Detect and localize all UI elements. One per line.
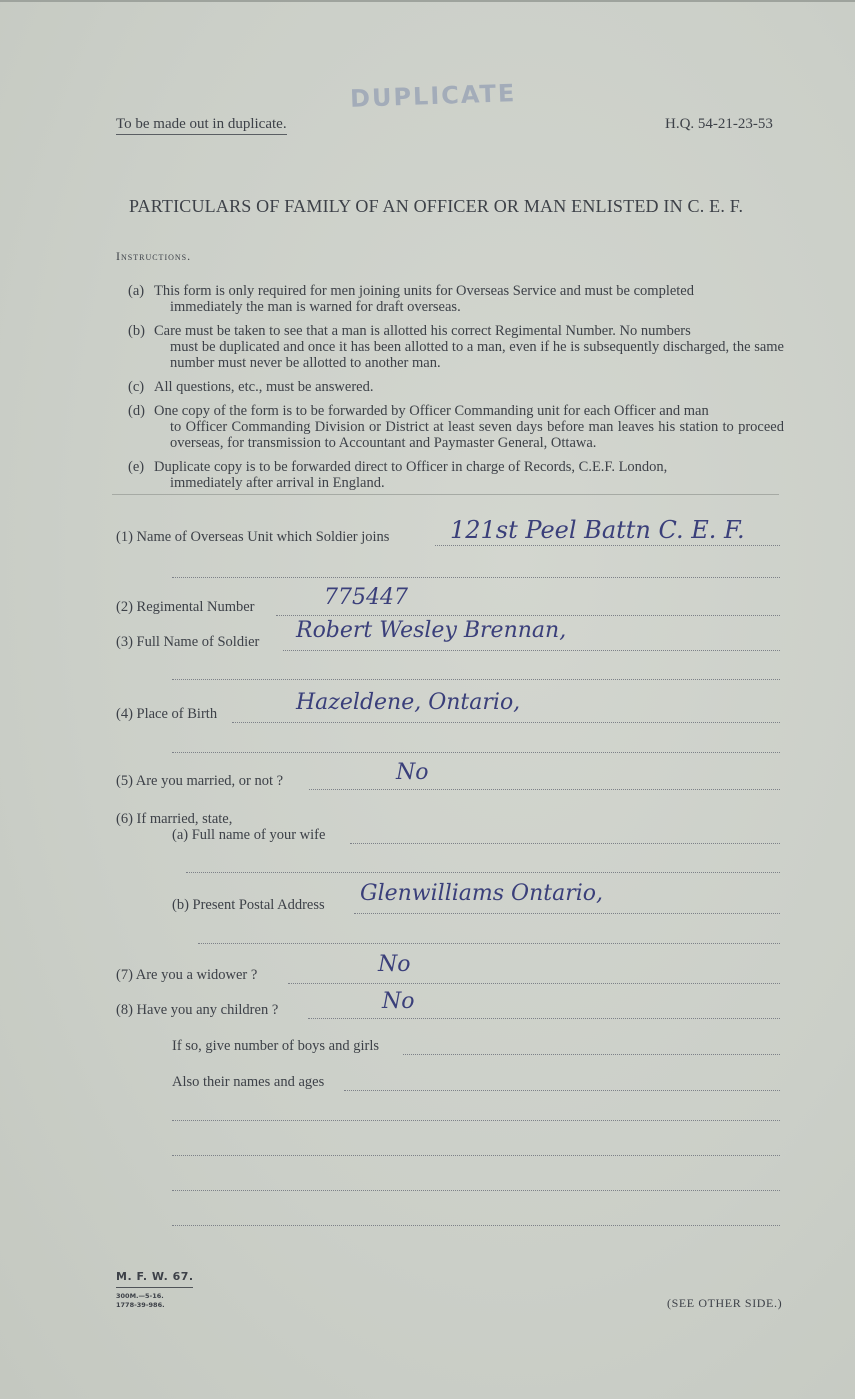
- widower-value[interactable]: No: [378, 952, 411, 977]
- full-name-label: (3) Full Name of Soldier: [116, 634, 260, 650]
- children-value[interactable]: No: [382, 989, 415, 1014]
- wife-dotted-line-2: [186, 872, 780, 873]
- names-ages-dotted-line-5[interactable]: [172, 1225, 780, 1226]
- instruction-item: [128, 403, 784, 451]
- boys-girls-dotted-line[interactable]: [403, 1054, 780, 1055]
- full-name-dotted-line-2: [172, 679, 780, 680]
- instruction-text: This form is only required for men joining units for Overseas Service and must be completed: [154, 283, 694, 299]
- instruction-letter: (d): [128, 403, 145, 419]
- widower-label: (7) Are you a widower ?: [116, 967, 258, 983]
- regimental-number-value[interactable]: 775447: [324, 585, 408, 610]
- form-number-rule: [116, 1287, 193, 1288]
- print-code-2: 1778-39-986.: [116, 1301, 165, 1309]
- regimental-dotted-line: [276, 615, 780, 616]
- names-ages-dotted-line[interactable]: [344, 1090, 780, 1091]
- names-ages-label: Also their names and ages: [172, 1074, 325, 1090]
- made-out-note: To be made out in duplicate.: [116, 116, 287, 135]
- instruction-text-cont: to Officer Commanding Division or District at least seven days before man leaves his station to proceed overseas, for transmission to Accountant and Paymaster General, Ottawa.: [170, 419, 784, 451]
- print-code-1: 300M.—5-16.: [116, 1292, 164, 1300]
- form-title: PARTICULARS OF FAMILY OF AN OFFICER OR MAN ENLISTED IN C. E. F.: [129, 196, 744, 216]
- instruction-text: Care must be taken to see that a man is allotted his correct Regimental Number. No numbers: [154, 323, 691, 339]
- instruction-letter: (a): [128, 283, 145, 299]
- widower-dotted-line: [288, 983, 780, 984]
- instruction-text: Duplicate copy is to be forwarded direct to Officer in charge of Records, C.E.F. London,: [154, 459, 668, 475]
- address-dotted-line: [354, 913, 780, 914]
- see-other-side: (SEE OTHER SIDE.): [667, 1296, 783, 1310]
- full-name-dotted-line: [283, 650, 780, 651]
- instruction-letter: (c): [128, 379, 145, 395]
- unit-value[interactable]: 121st Peel Battn C. E. F.: [450, 516, 745, 544]
- names-ages-dotted-line-2[interactable]: [172, 1120, 780, 1121]
- postal-address-label: (b) Present Postal Address: [172, 897, 325, 913]
- place-of-birth-label: (4) Place of Birth: [116, 706, 218, 722]
- instructions-list: [128, 283, 784, 499]
- unit-dotted-line-2: [172, 577, 780, 578]
- section-divider: [112, 494, 779, 495]
- boys-girls-label: If so, give number of boys and girls: [172, 1038, 379, 1054]
- married-label: (5) Are you married, or not ?: [116, 773, 284, 789]
- instruction-item: [128, 459, 784, 491]
- instructions-heading: Instructions.: [116, 249, 192, 263]
- duplicate-stamp: DUPLICATE: [349, 79, 517, 113]
- instruction-text-cont: immediately the man is warned for draft overseas.: [170, 299, 461, 315]
- full-name-value[interactable]: Robert Wesley Brennan,: [296, 618, 567, 643]
- postal-address-value[interactable]: Glenwilliams Ontario,: [360, 881, 603, 906]
- instruction-letter: (e): [128, 459, 145, 475]
- instruction-item: [128, 323, 784, 371]
- names-ages-dotted-line-3[interactable]: [172, 1155, 780, 1156]
- hq-number: H.Q. 54-21-23-53: [665, 116, 773, 132]
- instruction-item: [128, 379, 784, 395]
- regimental-number-label: (2) Regimental Number: [116, 599, 255, 615]
- children-dotted-line: [308, 1018, 780, 1019]
- if-married-label: (6) If married, state,: [116, 811, 233, 827]
- wife-dotted-line[interactable]: [350, 843, 780, 844]
- birth-dotted-line-2: [172, 752, 780, 753]
- instruction-text: One copy of the form is to be forwarded by Officer Commanding unit for each Officer and man: [154, 403, 709, 419]
- birth-dotted-line: [232, 722, 780, 723]
- unit-label: (1) Name of Overseas Unit which Soldier joins: [116, 529, 390, 545]
- place-of-birth-value[interactable]: Hazeldene, Ontario,: [296, 690, 521, 715]
- wife-name-label: (a) Full name of your wife: [172, 827, 326, 843]
- instruction-text-cont: immediately after arrival in England.: [170, 475, 385, 491]
- form-number: M. F. W. 67.: [116, 1270, 194, 1283]
- children-label: (8) Have you any children ?: [116, 1002, 279, 1018]
- married-value[interactable]: No: [396, 760, 429, 785]
- instruction-text: All questions, etc., must be answered.: [154, 379, 374, 395]
- instruction-letter: (b): [128, 323, 145, 339]
- instruction-text-cont: must be duplicated and once it has been allotted to a man, even if he is subsequently discharged, the same number must never be allotted to another man.: [170, 339, 784, 371]
- address-dotted-line-2: [198, 943, 780, 944]
- instruction-item: [128, 283, 784, 315]
- top-edge-line: [0, 0, 855, 2]
- married-dotted-line: [309, 789, 780, 790]
- names-ages-dotted-line-4[interactable]: [172, 1190, 780, 1191]
- unit-dotted-line: [435, 545, 780, 546]
